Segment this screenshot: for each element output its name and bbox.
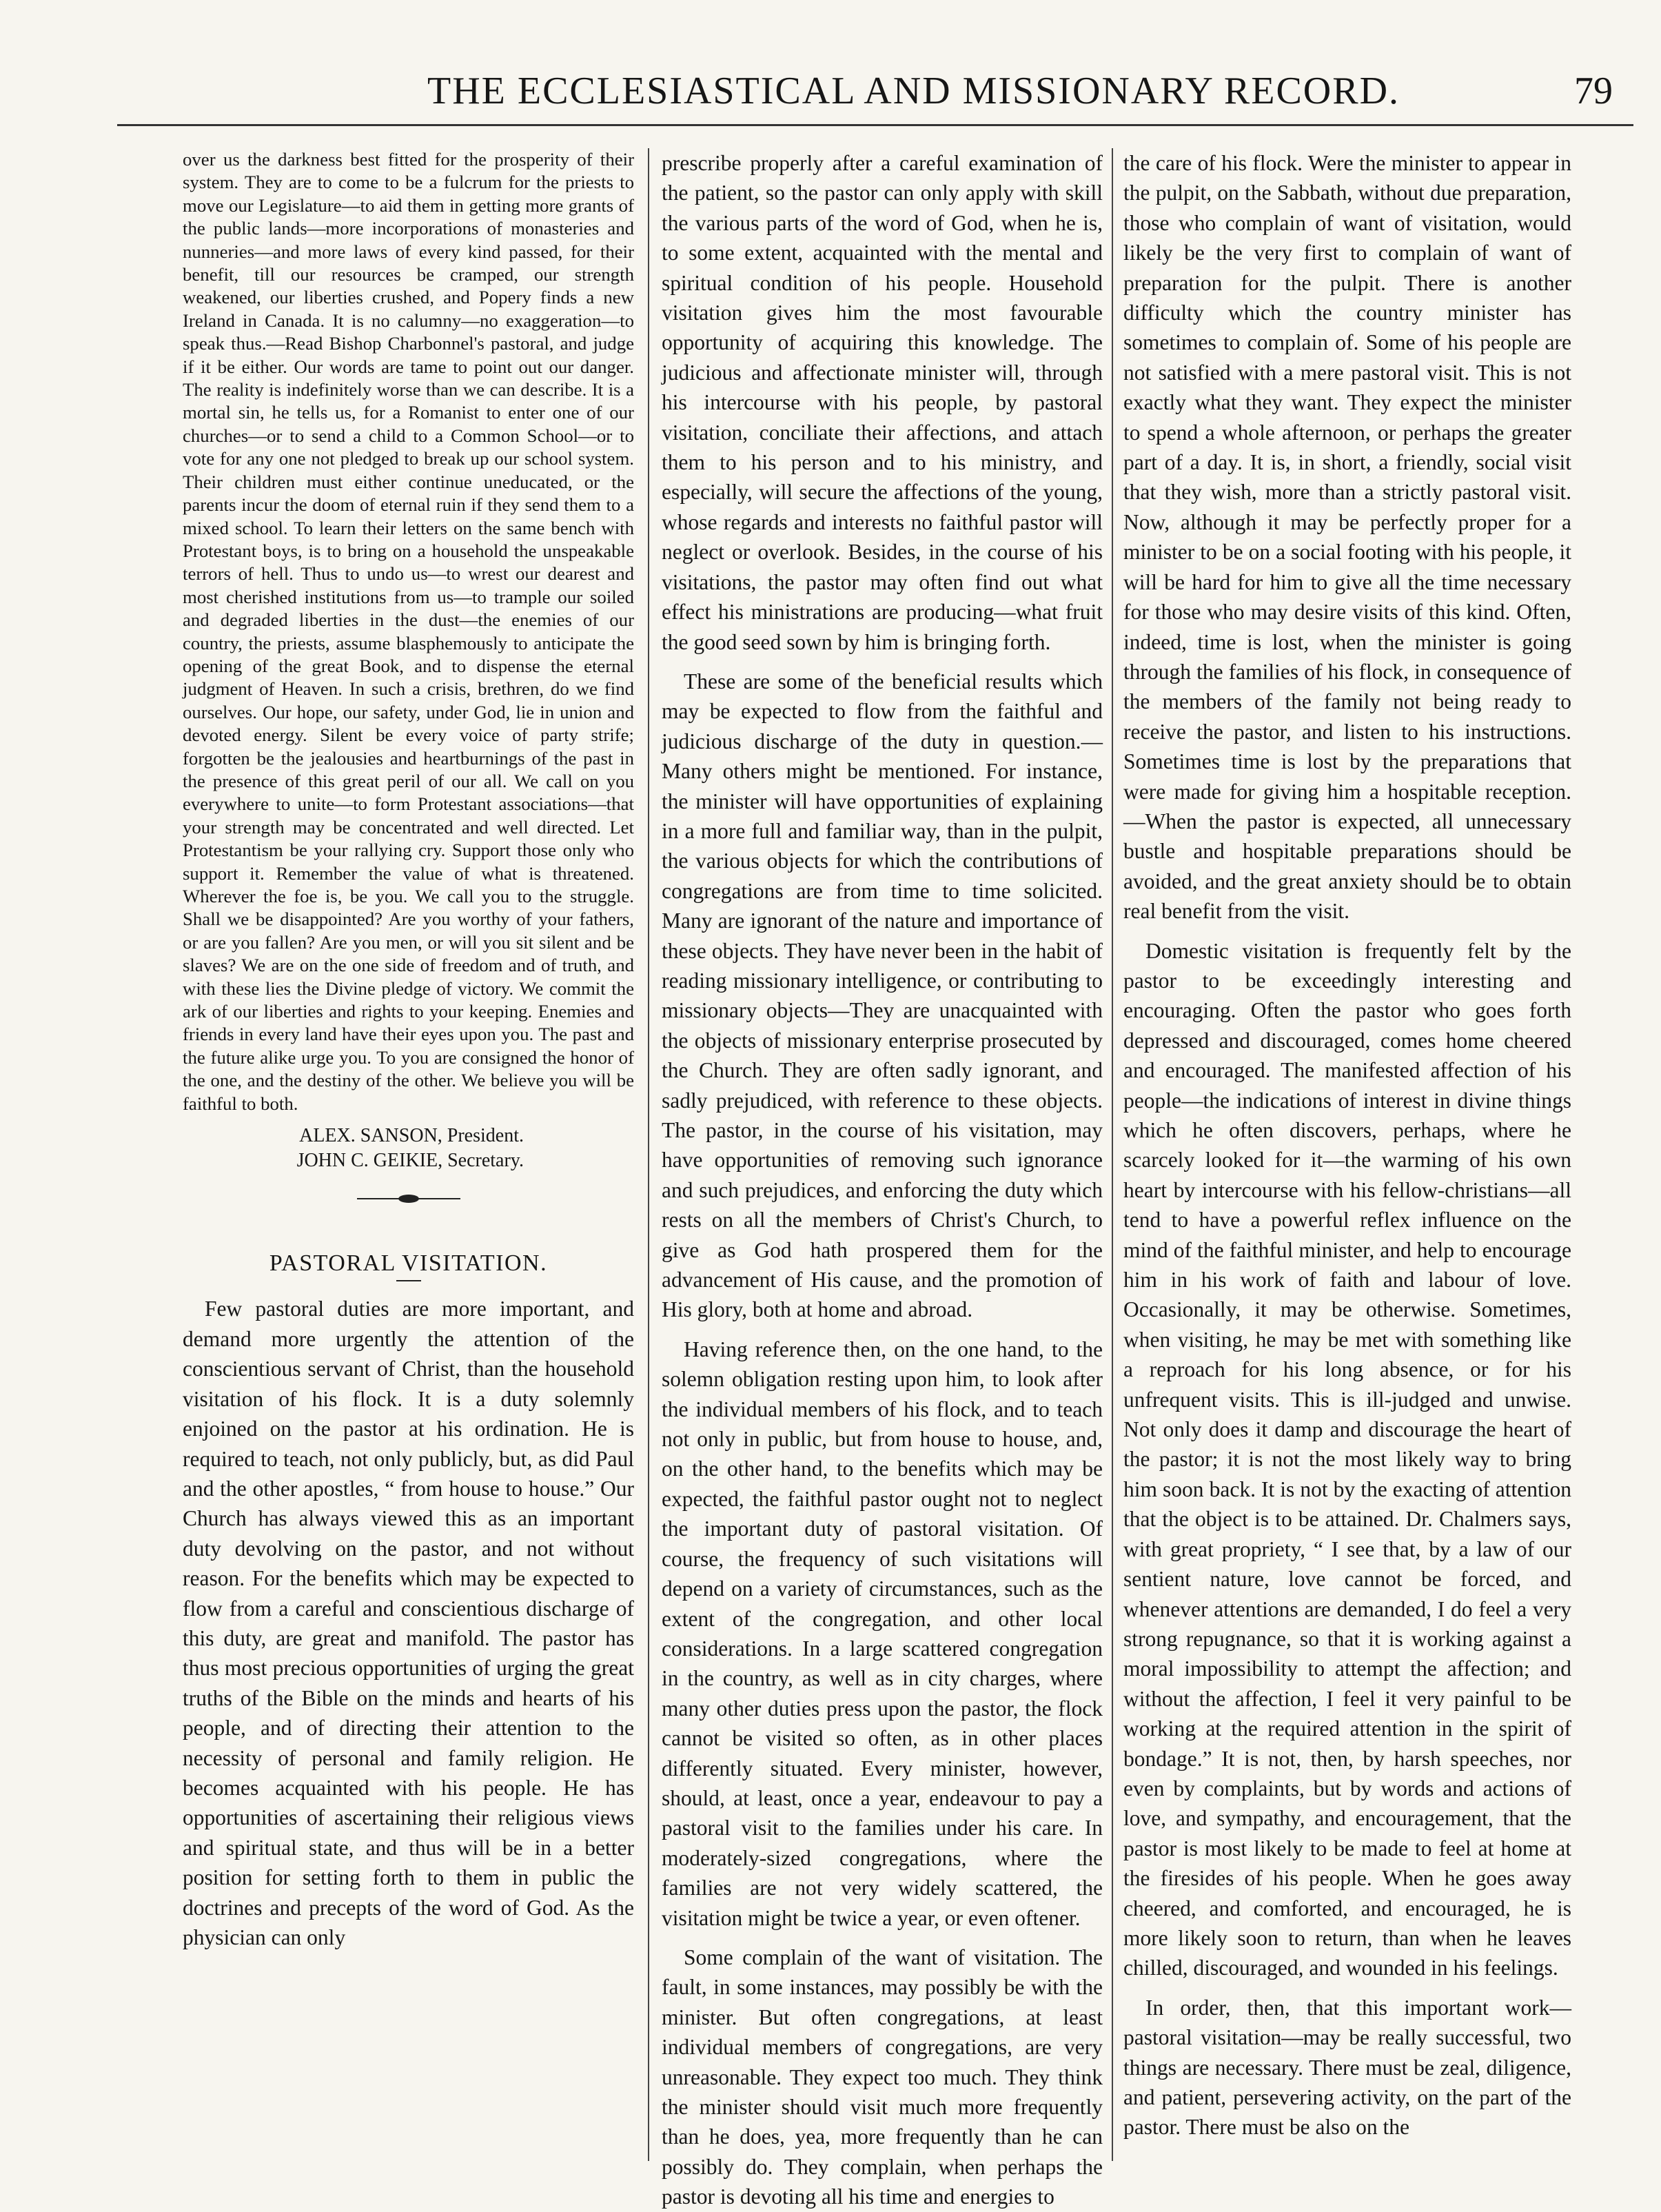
article-paragraph: the care of his flock. Were the minister to appear in the pulpit, on the Sabbath, without due preparation, those who complain of want of visitation, would likely be the very first to complain of want of preparation for the pulpit. There is another difficulty which the country minister has sometimes to complain of. Some of his people are not satisfied with a mere pastoral visit. This is not exactly what they want. They expect the minister to spend a whole afternoon, or perhaps the greater part of a day. It is, in short, a friendly, social visit that they wish, more than a strictly pastoral visit. Now, although it may be perfectly proper for a minister to be on a social footing with his people, it will be hard for him to give all the time necessary for those who may desire visits of this kind. Often, indeed, time is lost, when the minister is going through the families of his flock, in consequence of the members of the family not being ready to receive the pastor, and listen to his instructions. Sometimes time is lost by the preparations that were made for giving him a hospitable reception.—When the pastor is expected, all unnecessary bustle and hospitable preparations should be avoided, and the great anxiety should be to obtain real benefit from the visit. [1123,151,1571,924]
article-title: PASTORAL VISITATION. [269,1250,548,1277]
column-left [183,148,634,1952]
president-signature: ALEX. SANSON, President. [299,1125,524,1147]
section-ornament [357,1194,460,1204]
column-right [1123,148,1571,2142]
article-paragraph: Some complain of the want of visitation. The fault, in some instances, may possibly be with the minister. But often congregations, at least individual members of congregations, are very unreasonable. They expect too much. They think the minister should visit much more frequently than he does, yea, more frequently than he can possibly do. They complain, when perhaps the pastor is devoting all his time and energies to [662,1945,1103,2209]
title-dash [396,1280,421,1281]
article-paragraph: These are some of the beneficial results which may be expected to flow from the faithful and judicious discharge of the duty in question.—Many others might be mentioned. For instance, the minister will have opportunities of explaining in a more full and familiar way, than in the pulpit, the various objects for which the contributions of congregations are from time to time solicited. Many are ignorant of the nature and importance of these objects. They have never been in the habit of reading missionary intelligence, or contributing to missionary objects—They are unacquainted with the objects of missionary enterprise prosecuted by the Church. They are often sadly ignorant, and sadly prejudiced, with reference to these objects. The pastor, in the course of his visitation, may have opportunities of removing such ignorance and such prejudices, and enforcing the duty which rests on all the members of Christ's Church, to give as God hath prospered them for the advancement of His cause, and the promotion of His glory, both at home and abroad. [662,669,1103,1322]
article-paragraph: Having reference then, on the one hand, to the solemn obligation resting upon him, to look after the individual members of his flock, and to teach not only in public, but from house to house, and, on the other hand, to the benefits which may be expected, the faithful pastor ought not to neglect the important duty of pastoral visitation. Of course, the frequency of such visitations will depend on a variety of circumstances, such as the extent of the congregation, and other local considerations. In a large scattered congregation in the country, as well as in city charges, where many other duties press upon the pastor, the flock cannot be visited so often, as in other places differently situated. Every minister, however, should, at least, once a year, endeavour to pay a pastoral visit to the families under his care. In moderately-sized congregations, where the families are not very widely scattered, the visitation might be twice a year, or even oftener. [662,1337,1103,1930]
column-rule [1112,148,1113,2161]
address-text: over us the darkness best fitted for the prosperity of their system. They are to come to be a fulcrum for the priests to move our Legislature—to aid them in getting more grants of the public lands—more incorporations of monasteries and nunneries—and more laws of every kind passed, for their benefit, till our resources be cramped, our strength weakened, our liberties crushed, and Popery finds a new Ireland in Canada. It is no calumny—no exaggeration—to speak thus.—Read Bishop Charbonnel's pastoral, and judge if it be either. Our words are tame to point out our danger. The reality is indefinitely worse than we can describe. It is a mortal sin, he tells us, for a Romanist to enter one of our churches—or to send a child to a Common School—or to vote for any one not pledged to break up our school system. Their children must either continue uneducated, or the parents incur the doom of eternal ruin if they send them to a mixed school. To learn their letters on the same bench with Protestant boys, is to bring on a household the unspeakable terrors of hell. Thus to undo us—to wrest our dearest and most cherished institutions from us—to trample our soiled and degraded liberties in the dust—the enemies of our country, the priests, assume blasphemously to anticipate the opening of the great Book, and to dispense the eternal judgment of Heaven. In such a crisis, brethren, do we find ourselves. Our hope, our safety, under God, lie in union and devoted energy. Silent be every voice of party strife; forgotten be the jealousies and heartburnings of the past in the presence of this great peril of our all. We call on you everywhere to unite—to form Protestant associations—that your strength may be concentrated and well directed. Let Protestantism be your rallying cry. Support those only who support it. Remember the value of what is threatened. Wherever the foe is, be you. We call you to the struggle. Shall we be disappointed? Are you worthy of your fathers, or are you fallen? Are you men, or will you sit silent and be slaves? We are on the one side of freedom and of truth, and with these lies the Divine pledge of victory. We commit the ark of our liberties and rights to your keeping. Enemies and friends in every land have their eyes upon you. The past and the future alike urge you. To you are consigned the honor of the one, and the destiny of the other. We believe you will be faithful to both. [183,149,634,1114]
article-paragraph: In order, then, that this important work—pastoral visitation—may be really successful, two things are necessary. There must be zeal, diligence, and patient, persevering activity, on the part of the pastor. There must be also on the [1123,1995,1571,2140]
secretary-signature: JOHN C. GEIKIE, Secretary. [296,1150,524,1172]
running-head [117,69,1633,126]
page-number: 79 [1574,70,1613,112]
address-signature [183,1124,634,1173]
publication-title: THE ECCLESIASTICAL AND MISSIONARY RECORD. [427,70,1400,112]
article-paragraph: Domestic visitation is frequently felt by the pastor to be exceedingly interesting and encouraging. Often the pastor who goes forth depressed and discouraged, comes home cheered and encouraged. The manifested affection of his people—the indications of interest in divine things which he often discovers, perhaps, where he scarcely looked for it—the warming of his own heart by intercourse with his fellow-christians—all tend to have a powerful reflex influence on the mind of the faithful minister, and help to encourage him in his work of faith and labour of love. Occasionally, it may be otherwise. Sometimes, when visiting, he may be met with something like a reproach for his long absence, or for his unfrequent visits. This is ill-judged and unwise. Not only does it damp and discourage the heart of the pastor; it is not the most likely way to bring him soon back. It is not by the exacting of attention that the object is to be attained. Dr. Chalmers says, with great propriety, “ I see that, by a law of our sentient nature, love cannot be forced, and whenever attentions are demanded, I do feel a very strong repugnance, so that it is working against a moral impossibility to attempt the affection; and without the affection, I feel it very painful to be working at the required attention in the spirit of bondage.” It is not, then, by harsh speeches, nor even by complaints, but by words and actions of love, and sympathy, and encouragement, that the pastor is most likely to be made to feel at home at the firesides of his people. When he goes away cheered, and comforted, and encouraged, he is more likely soon to return, than when he leaves chilled, discouraged, and wounded in his feelings. [1123,938,1571,1980]
article-paragraph: prescribe properly after a careful examination of the patient, so the pastor can only apply with skill the various parts of the word of God, when he is, to some extent, acquainted with the mental and spiritual condition of his people. Household visitation gives him the most favourable opportunity of acquiring this knowledge. The judicious and affectionate minister will, through his intercourse with his people, by pastoral visitation, conciliate their affections, and attach them to his person and to his ministry, and especially, will secure the affections of the young, whose regards and interests no faithful pastor will neglect or overlook. Besides, in the course of his visitations, the pastor may often find out what effect his ministrations are producing—what fruit the good seed sown by him is bringing forth. [662,151,1103,654]
column-middle [662,148,1103,2212]
article-paragraph: Few pastoral duties are more important, and demand more urgently the attention of the conscientious servant of Christ, than the household visitation of his flock. It is a duty solemnly enjoined on the pastor at his ordination. He is required to teach, not only publicly, but, as did Paul and the other apostles, “ from house to house.” Our Church has always viewed this as an important duty devolving on the pastor, and not without reason. For the benefits which may be expected to flow from a careful and conscientious discharge of this duty, are great and manifold. The pastor has thus most precious opportunities of urging the great truths of the Bible on the minds and hearts of his people, and of directing their attention to the necessity of personal and family religion. He becomes acquainted with his people. He has opportunities of ascertaining their religious views and spiritual state, and thus will be in a better position for setting forth to them in public the doctrines and precepts of the word of God. As the physician can only [183,1297,634,1949]
column-rule [648,148,649,2161]
